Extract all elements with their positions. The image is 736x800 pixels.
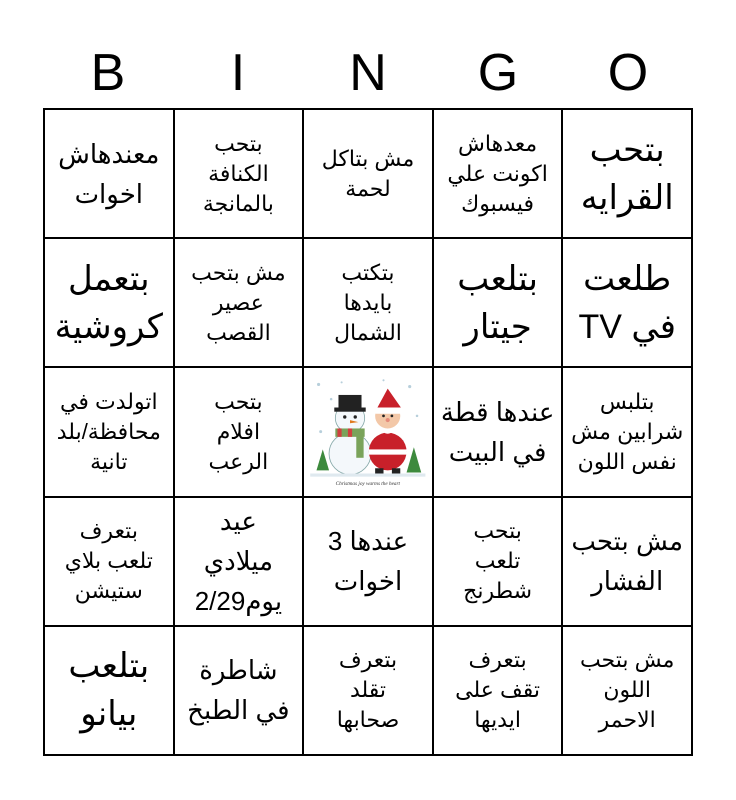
header-letter-g: G xyxy=(477,44,519,102)
bingo-cell-text: طلعت في TV xyxy=(578,259,676,346)
bingo-cell[interactable] xyxy=(44,497,174,626)
bingo-cell-text: بتعرف تقلد صحابها xyxy=(336,647,400,733)
bingo-cell-text: مش بتحب الفشار xyxy=(571,526,684,597)
bingo-cell-text: مش بتحب عصير القصب xyxy=(191,259,286,345)
illustration-caption: Christmas joy warms the heart xyxy=(335,481,401,488)
bingo-cell[interactable] xyxy=(174,626,304,755)
bingo-cell[interactable] xyxy=(562,626,692,755)
bingo-cell-text: بتلعب بيانو xyxy=(68,647,150,734)
bingo-cell[interactable] xyxy=(44,626,174,755)
bingo-cell[interactable] xyxy=(174,367,304,496)
bingo-cell-text: عندها 3 اخوات xyxy=(327,526,409,597)
bingo-cell[interactable] xyxy=(562,109,692,238)
bingo-cell-text: بتحب تلعب شطرنج xyxy=(463,518,533,604)
bingo-cell[interactable] xyxy=(433,367,563,496)
bingo-cell[interactable] xyxy=(174,238,304,367)
bingo-cell[interactable] xyxy=(433,497,563,626)
bingo-cell-text: بتلعب جيتار xyxy=(457,259,538,346)
bingo-cell-text: بتكتب بايدها الشمال xyxy=(334,259,402,345)
bingo-cell[interactable] xyxy=(433,238,563,367)
bingo-cell-text: بتحب الكنافة بالمانجة xyxy=(202,130,274,216)
bingo-cell[interactable] xyxy=(174,497,304,626)
bingo-cell-text: بتحب افلام الرعب xyxy=(208,388,269,474)
bingo-cell[interactable] xyxy=(174,109,304,238)
header-letter-b: B xyxy=(90,44,126,102)
bingo-cell[interactable] xyxy=(562,367,692,496)
bingo-cell[interactable] xyxy=(44,367,174,496)
header-letter-i: I xyxy=(230,44,246,102)
bingo-cell-text: مش بتاكل لحمة xyxy=(321,145,415,201)
bingo-cell-text: عندها قطة في البيت xyxy=(440,396,555,467)
bingo-cell-text: مش بتحب اللون الاحمر xyxy=(579,647,675,733)
header-letter-o: O xyxy=(607,44,649,102)
santa-snowman-illustration xyxy=(310,374,426,489)
bingo-cell[interactable] xyxy=(433,626,563,755)
bingo-cell[interactable] xyxy=(433,109,563,238)
bingo-cell-text: شاطرة في الطبخ xyxy=(187,655,290,726)
bingo-cell[interactable] xyxy=(562,238,692,367)
bingo-cell[interactable] xyxy=(44,238,174,367)
free-space-cell[interactable] xyxy=(303,367,433,496)
bingo-cell-text: معندهاش اخوات xyxy=(58,138,160,209)
bingo-cell-text: بتعرف تقف على ايديها xyxy=(455,647,541,733)
bingo-cell[interactable] xyxy=(303,109,433,238)
bingo-cell[interactable] xyxy=(562,497,692,626)
bingo-cell[interactable] xyxy=(303,626,433,755)
bingo-cell-text: عيد ميلادي يوم2/29 xyxy=(194,506,283,617)
bingo-cell[interactable] xyxy=(303,238,433,367)
bingo-grid xyxy=(43,108,693,756)
header-letter-n: N xyxy=(349,44,387,102)
bingo-cell-text: بتحب القرايه xyxy=(580,130,674,217)
bingo-cell[interactable] xyxy=(303,497,433,626)
bingo-cell[interactable] xyxy=(44,109,174,238)
bingo-cell-text: اتولدت في محافظة/بلد تانية xyxy=(56,388,161,474)
bingo-cell-text: معدهاش اكونت علي فيسبوك xyxy=(447,130,548,216)
bingo-cell-text: بتلبس شرابين مش نفس اللون xyxy=(571,388,684,474)
bingo-cell-text: بتعرف تلعب بلاي ستيشن xyxy=(64,518,153,604)
bingo-cell-text: بتعمل كروشية xyxy=(54,259,163,346)
bingo-header xyxy=(43,40,693,106)
